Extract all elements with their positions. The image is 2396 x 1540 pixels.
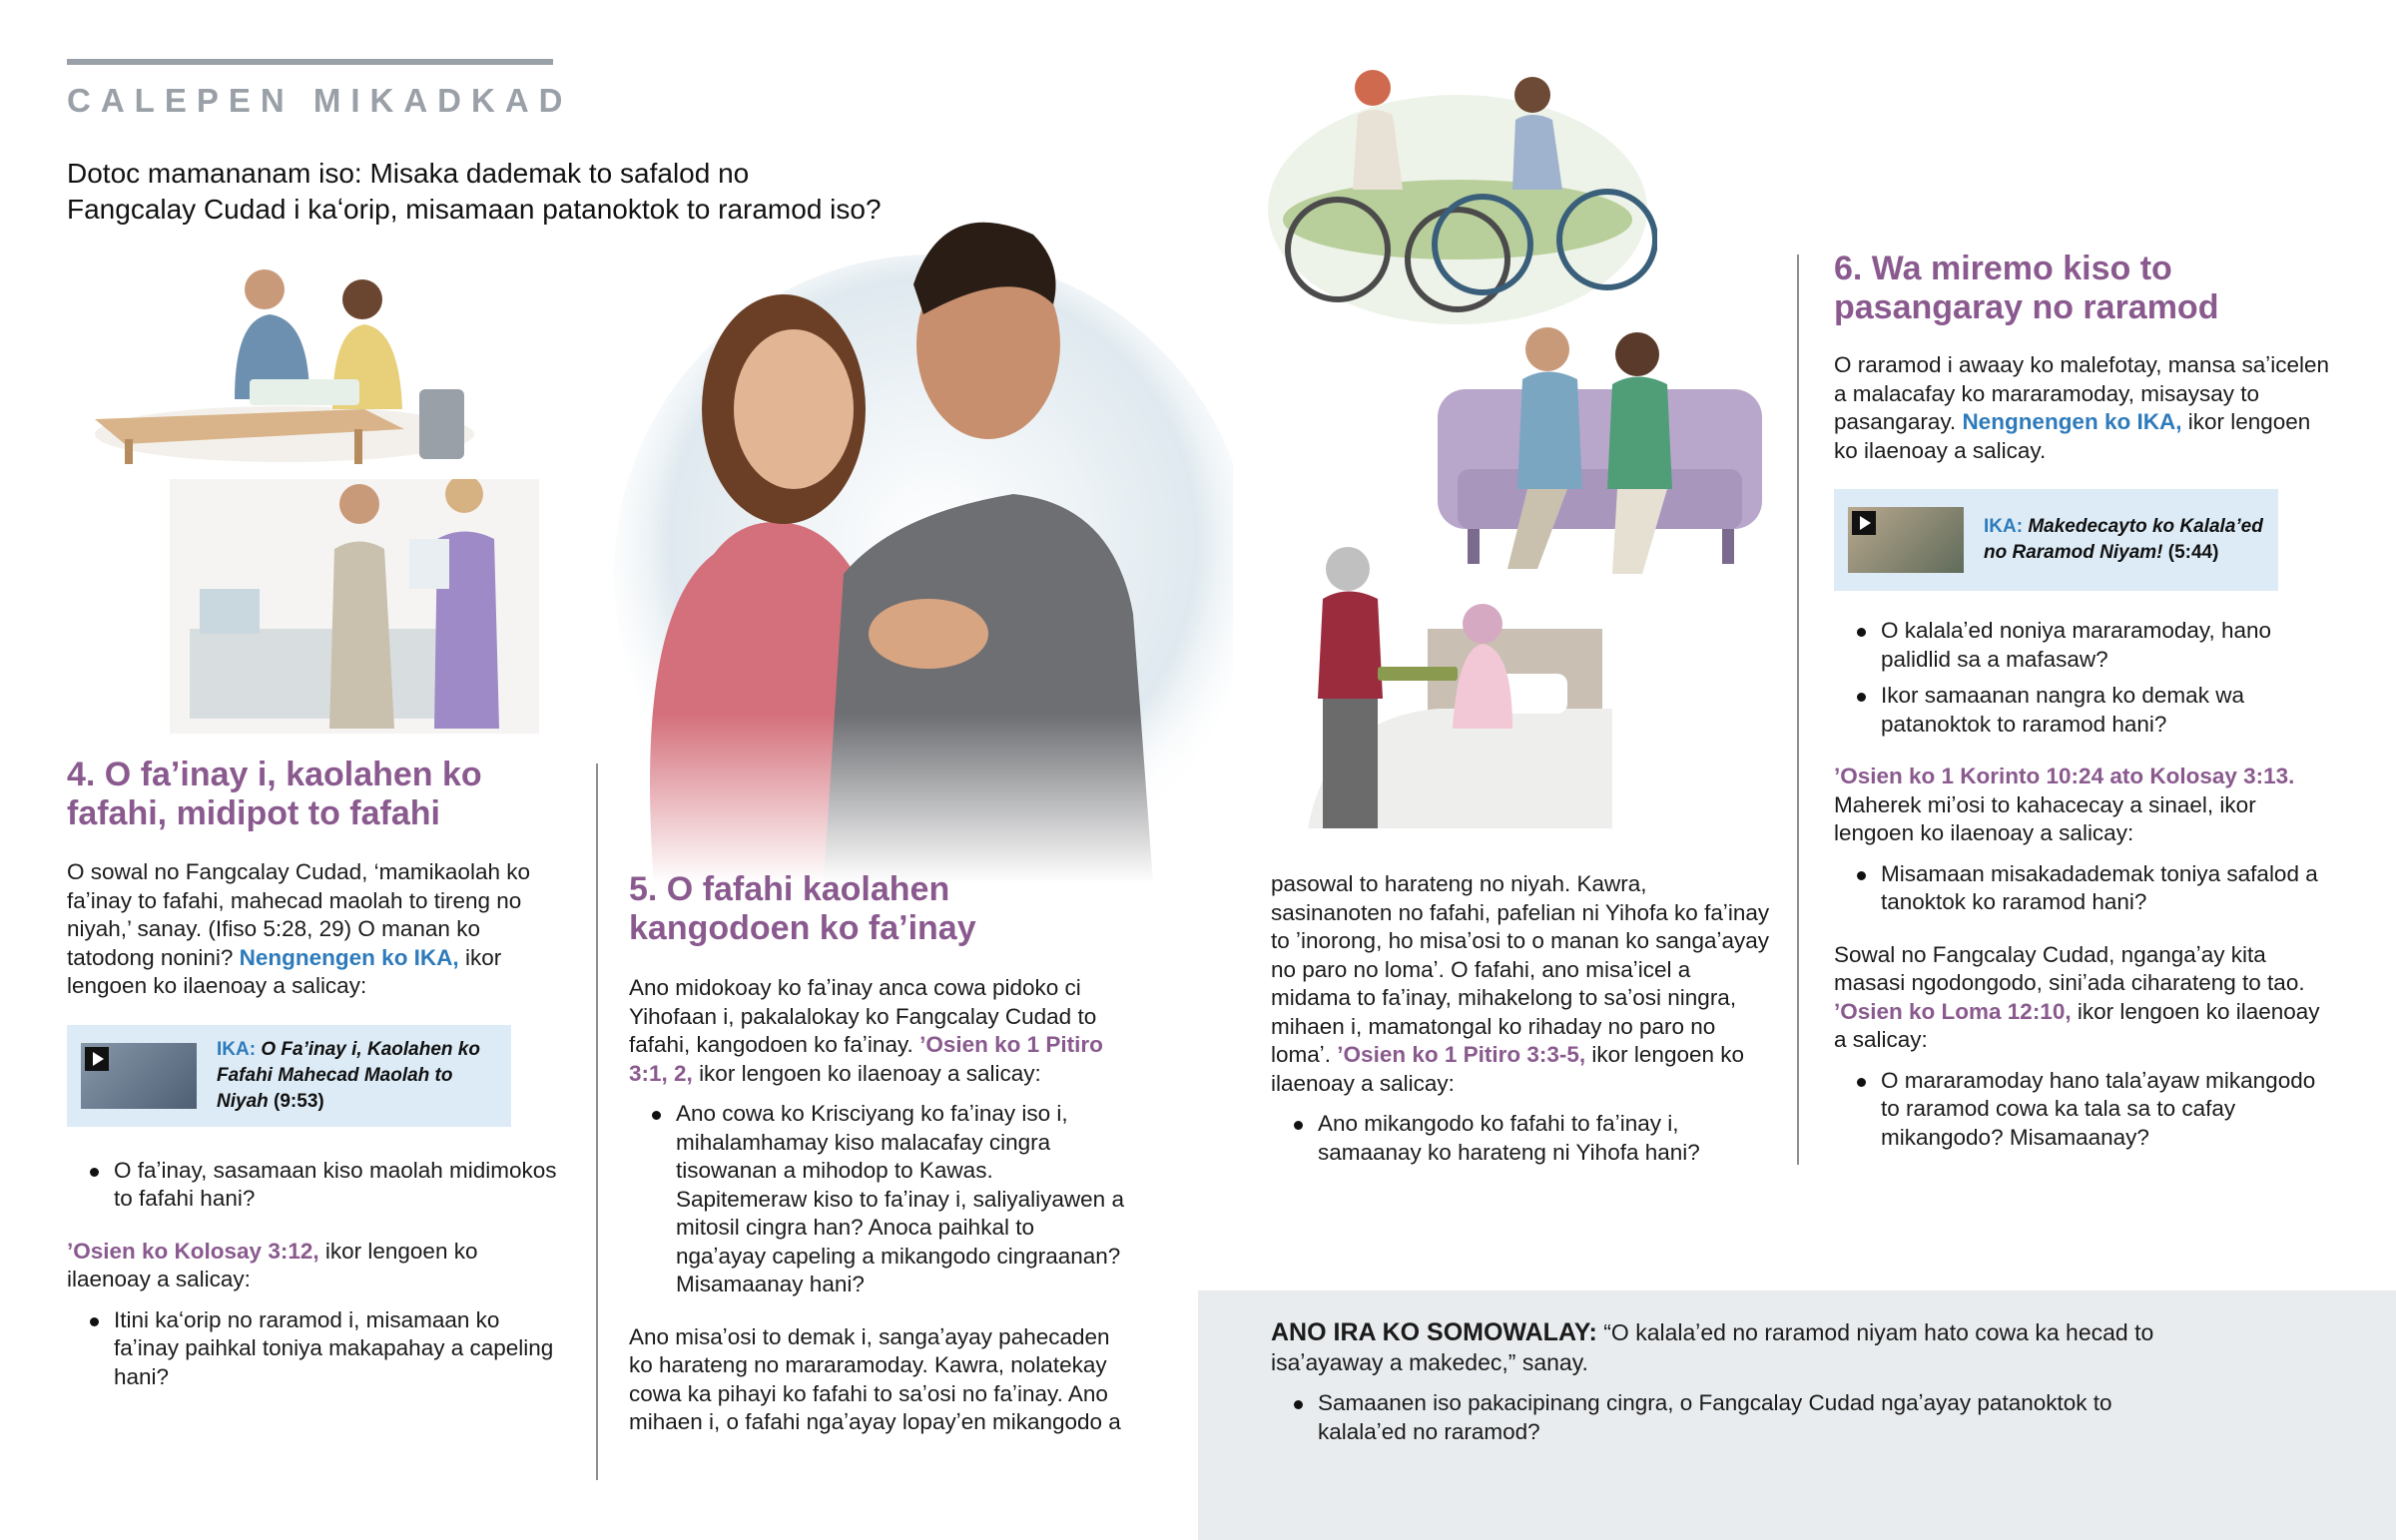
play-icon[interactable]: [1852, 511, 1876, 535]
section-4-text-end: ikor lengoen ko ilaenoay a salicay:: [67, 944, 502, 998]
section-6-text-2: Sowal no Fangcalay Cudad, ngangaʼay kita masasi ngodongodo, siniʼada ciharateng to tao.: [1834, 941, 2305, 995]
reference-instruction: ikor lengoen ko ilaenoay a salicay:: [1834, 998, 2320, 1052]
watch-video-link[interactable]: Nengnengen ko IKA,: [1962, 409, 2182, 434]
section-6-questions-2: [1834, 860, 2333, 917]
video-thumbnail: [81, 1043, 197, 1109]
watch-video-link[interactable]: Nengnengen ko IKA,: [239, 944, 459, 970]
objection-box: [1198, 1290, 2396, 1540]
video-thumbnail: [1848, 507, 1964, 573]
scripture-reference: ʼOsien ko Kolosay 3:12,: [67, 1238, 319, 1264]
scripture-reference: ʼOsien ko Loma 12:10,: [1834, 998, 2072, 1024]
list-item: Itini kaʻorip no raramod i, misamaan ko faʼinay paihkal toniya makapahay a capeling hani?: [67, 1306, 566, 1392]
intro-question: Dotoc mamananam iso: Misaka dademak to safalod no Fangcalay Cudad i kaʻorip, misamaan patanoktok to raramod iso?: [67, 158, 882, 225]
section-6-heading: 6. Wa miremo kiso to pasangaray no raramod: [1834, 250, 2219, 326]
section-4-text: O sowal no Fangcalay Cudad, ‘mamikaolah ko faʼinay to fafahi, mahecad maolah to tireng no niyah,’ sanay. (Ifiso 5:28, 29) O manan ko tatodong nonini?: [67, 859, 530, 970]
section-5-continued-questions: [1271, 1110, 1770, 1167]
section-6-text: O raramod i awaay ko malefotay, mansa saʼicelen a malacafay ko mararamoday, misaysay to pasangaray.: [1834, 352, 2330, 434]
list-item: O faʼinay, sasamaan kiso maolah midimokos to fafahi hani?: [67, 1157, 566, 1214]
list-item: Ano mikangodo ko fafahi to faʼinay i, samaanay ko harateng ni Yihofa hani?: [1271, 1110, 1770, 1167]
video-caption: [217, 1037, 497, 1115]
section-4: [67, 756, 566, 1391]
list-item: Misamaan misakadademak toniya safalod a tanoktok ko raramod hani?: [1834, 860, 2333, 917]
section-4-questions: [67, 1157, 566, 1214]
objection-quote: “O kalalaʼed no raramod niyam hato cowa ka hecad to isaʼayaway a makedec,” sanay.: [1271, 1319, 2154, 1375]
section-label: CALEPEN MIKADKAD: [67, 82, 573, 119]
section-6-paragraph-2: [1834, 941, 2333, 1055]
objection-lead: ANO IRA KO SOMOWALAY:: [1271, 1318, 1597, 1346]
couple-cycling-illustration: [1258, 60, 1657, 334]
section-6-questions: [1834, 617, 2333, 739]
top-rule: [67, 59, 553, 65]
section-5-continued-text: pasowal to harateng no niyah. Kawra, sasinanoten no fafahi, pafelian ni Yihofa ko faʼinay to ʼinorong, ho misaʼosi to o manan ko sangaʼayay no paro no lomaʼ. O fafahi, ano misaʼicel a midama to faʼinay, mihakelong to saʼosi ningra, mihaen i, mamatongal ko rihaday no paro no lomaʼ.: [1271, 871, 1770, 1067]
video-duration: (5:44): [2167, 542, 2219, 563]
reference-instruction: ikor lengoen ko ilaenoay a salicay:: [1271, 1042, 1745, 1096]
section-5-paragraph: [629, 974, 1128, 1088]
reference-instruction: ikor lengoen ko ilaenoay a salicay:: [699, 1060, 1041, 1086]
section-5-continued-paragraph: [1271, 870, 1770, 1098]
play-icon[interactable]: [85, 1047, 109, 1071]
bedside-care-illustration: [1268, 539, 1612, 838]
scripture-reference: ʼOsien ko 1 Pitiro 3:3-5,: [1337, 1042, 1586, 1067]
video-title: Makedecayto ko Kalalaʼed no Raramod Niyam!: [1984, 516, 2263, 563]
column-divider-right: [1797, 255, 1799, 1165]
section-6-reference: [1834, 763, 2333, 848]
section-6-questions-3: [1834, 1067, 2333, 1153]
video-label: IKA:: [1984, 516, 2024, 537]
section-4-questions-2: [67, 1306, 566, 1392]
scripture-reference: ʼOsien ko 1 Korinto 10:24 ato Kolosay 3:13.: [1834, 764, 2295, 788]
section-5-heading: 5. O fafahi kaolahen kangodoen ko faʼinay: [629, 870, 976, 947]
column-divider-left: [596, 764, 598, 1480]
couple-studying-illustration: [85, 259, 479, 464]
video-title: O Faʼinay i, Kaolahen ko Fafahi Mahecad Maolah to Niyah: [217, 1038, 480, 1112]
video-caption: [1984, 514, 2264, 566]
list-item: Samaanen iso pakacipinang cingra, o Fangcalay Cudad ngaʼayay patanoktok to kalalaʼed no raramod?: [1271, 1389, 2159, 1446]
section-5-paragraph-2: Ano misaʼosi to demak i, sangaʼayay pahecaden ko harateng no mararamoday. Kawra, nolatekay cowa ka pihayi ko fafahi to saʼosi no faʼinay. Ano mihaen i, o fafahi ngaʼayay lopayʼen mikangodo a: [629, 1323, 1121, 1434]
section-6-paragraph: [1834, 351, 2333, 465]
list-item: O kalalaʼed noniya mararamoday, hano palidlid sa a mafasaw?: [1834, 617, 2333, 674]
couple-portrait-illustration: [594, 195, 1233, 883]
couple-kitchen-illustration: [170, 479, 539, 734]
section-4-paragraph: [67, 858, 566, 1001]
section-5-text: Ano midokoay ko faʼinay anca cowa pidoko ci Yihofaan i, pakalalokay ko Fangcalay Cudad to fafahi, kangodoen ko faʼinay.: [629, 975, 1097, 1057]
reference-instruction: Maherek miʼosi to kahacecay a sinael, ikor lengoen ko ilaenoay a salicay:: [1834, 791, 2256, 845]
video-card-section-4[interactable]: [67, 1025, 511, 1127]
section-6-text-end: ikor lengoen ko ilaenoay a salicay.: [1834, 409, 2311, 463]
list-item: O mararamoday hano talaʼayaw mikangodo to raramod cowa ka tala sa to cafay mikangodo? Misamaanay?: [1834, 1067, 2333, 1153]
video-label: IKA:: [217, 1038, 257, 1060]
objection-content: [1271, 1317, 2159, 1446]
section-5: [629, 870, 1128, 1437]
reference-instruction: ikor lengoen ko ilaenoay a salicay:: [67, 1238, 478, 1291]
list-item: Ikor samaanan nangra ko demak wa patanoktok to raramod hani?: [1834, 682, 2333, 739]
video-card-section-6[interactable]: [1834, 489, 2278, 591]
section-4-reference: [67, 1238, 566, 1294]
video-duration: (9:53): [274, 1090, 324, 1112]
section-5-continued: [1271, 870, 1770, 1167]
scripture-reference: ʼOsien ko 1 Pitiro 3:1, 2,: [629, 1032, 1103, 1086]
section-4-heading: 4. O faʼinay i, kaolahen ko fafahi, midipot to fafahi: [67, 756, 482, 832]
objection-questions: [1271, 1389, 2159, 1446]
section-6: [1834, 250, 2333, 1152]
list-item: Ano cowa ko Krisciyang ko faʼinay iso i, mihalamhamay kiso malacafay cingra tisowanan a mihodop to Kawas. Sapitemeraw kiso to faʼinay i, saliyaliyawen a mitosil cingra han? Anoca paihkal to ngaʼayay capeling a mikangodo cingraanan? Misamaanay hani?: [629, 1100, 1128, 1299]
objection-paragraph: [1271, 1317, 2159, 1377]
section-5-questions: [629, 1100, 1128, 1299]
